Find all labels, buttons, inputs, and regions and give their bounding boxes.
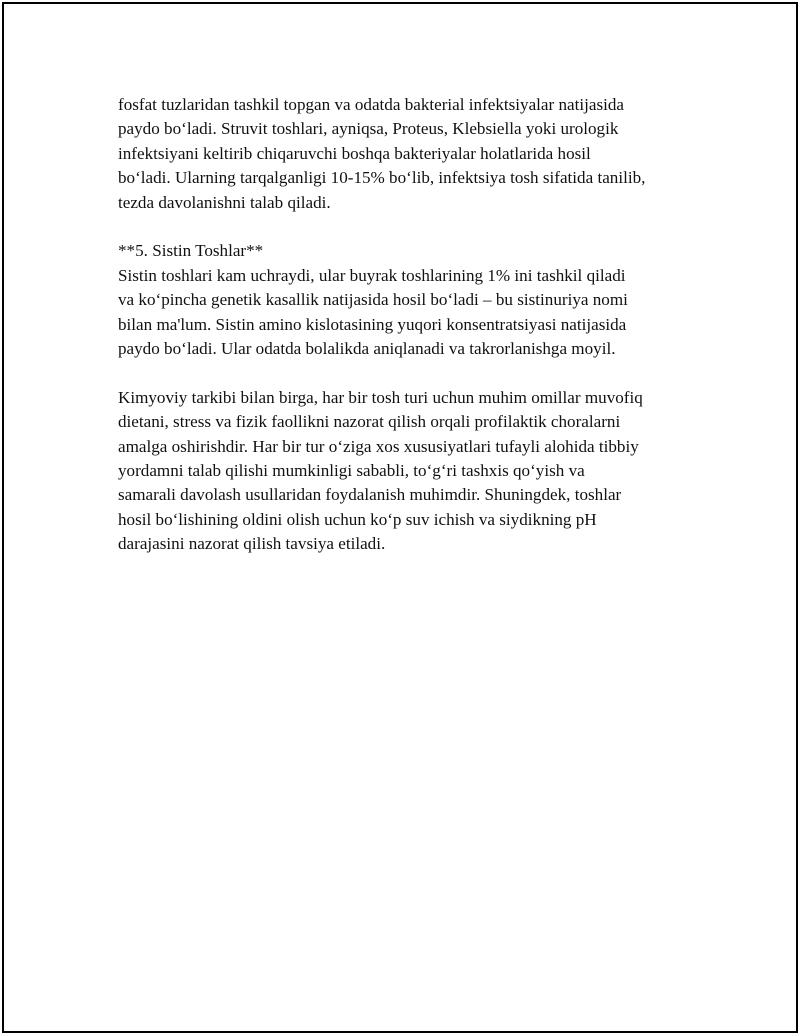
text-line: infektsiyani keltirib chiqaruvchi boshqa bakteriyalar holatlarida hosil	[118, 143, 591, 163]
text-line: darajasini nazorat qilish tavsiya etiladi.	[118, 534, 386, 554]
paragraph-prevention	[118, 386, 698, 557]
text-line: samarali davolash usullaridan foydalanish muhimdir. Shuningdek, toshlar	[118, 485, 622, 505]
section-heading: **5. Sistin Toshlar**	[118, 241, 264, 261]
text-line: yordamni talab qilishi mumkinligi sababli, to‘g‘ri tashxis qo‘yish va	[118, 461, 585, 481]
section-cystine	[118, 239, 698, 361]
text-line: Kimyoviy tarkibi bilan birga, har bir tosh turi uchun muhim omillar muvofiq	[118, 387, 643, 407]
text-line: va ko‘pincha genetik kasallik natijasida hosil bo‘ladi – bu sistinuriya nomi	[118, 290, 628, 310]
document-body	[118, 93, 698, 581]
text-line: bilan ma'lum. Sistin amino kislotasining yuqori konsentratsiyasi natijasida	[118, 314, 627, 334]
text-line: bo‘ladi. Ularning tarqalganligi 10-15% bo‘lib, infektsiya tosh sifatida tanilib,	[118, 168, 646, 188]
text-line: fosfat tuzlaridan tashkil topgan va odatda bakterial infektsiyalar natijasida	[118, 95, 624, 114]
text-line: paydo bo‘ladi. Struvit toshlari, ayniqsa, Proteus, Klebsiella yoki urologik	[118, 119, 619, 139]
text-line: dietani, stress va fizik faollikni nazorat qilish orqali profilaktik choralarni	[118, 412, 621, 432]
text-line: paydo bo‘ladi. Ular odatda bolalikda aniqlanadi va takrorlanishga moyil.	[118, 339, 616, 359]
text-line: amalga oshirishdir. Har bir tur o‘ziga xos xususiyatlari tufayli alohida tibbiy	[118, 436, 639, 456]
text-line: hosil bo‘lishining oldini olish uchun ko‘p suv ichish va siydikning pH	[118, 509, 597, 529]
text-line: Sistin toshlari kam uchraydi, ular buyrak toshlarining 1% ini tashkil qiladi	[118, 265, 626, 285]
paragraph-struvite	[118, 93, 698, 215]
text-line: tezda davolanishni talab qiladi.	[118, 192, 331, 212]
